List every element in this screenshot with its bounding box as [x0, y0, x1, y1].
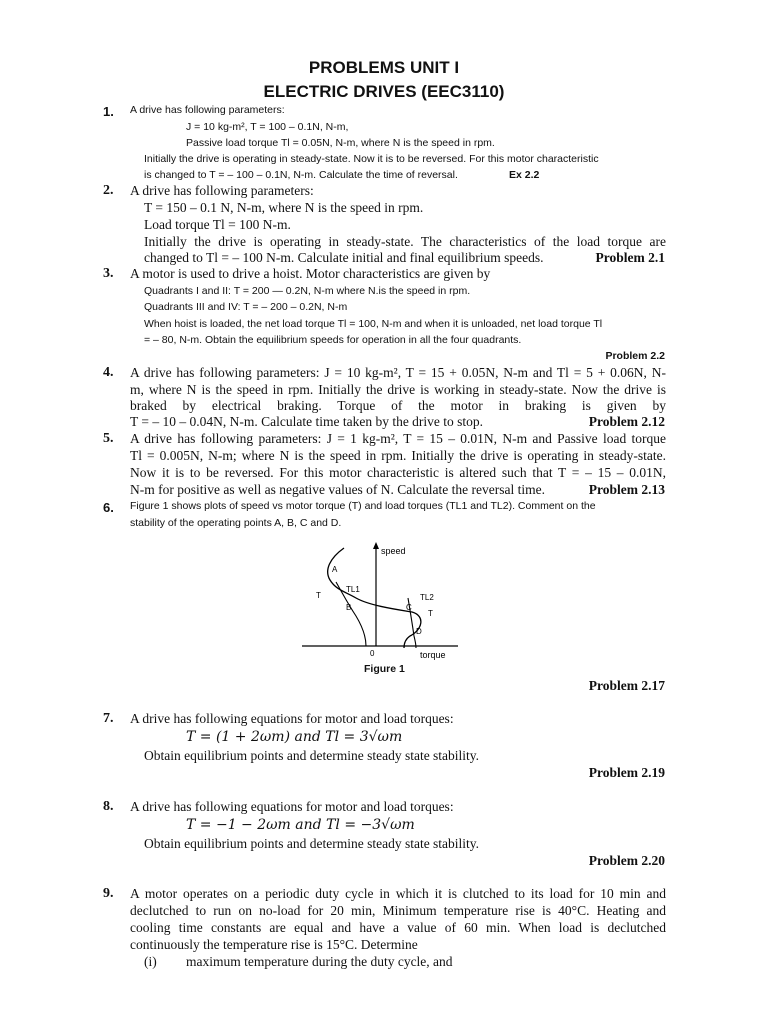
problem-9-line4: continuously the temperature rise is 15°C. Determine: [130, 937, 418, 952]
problem-1-ref: Ex 2.2: [509, 169, 540, 181]
problem-2-intro: A drive has following parameters:: [130, 183, 314, 198]
problem-2-line4: Initially the drive is operating in steady-state. The characteristics of the load torque are: [144, 234, 666, 249]
point-c-label: C: [406, 603, 412, 612]
problem-6-number: 6.: [103, 500, 114, 515]
point-d-label: D: [416, 627, 422, 636]
problem-1-number: 1.: [103, 104, 114, 119]
torque-axis-label: torque: [420, 650, 446, 660]
problem-2-number: 2.: [103, 183, 114, 198]
problem-9-sub-i-number: (i): [144, 954, 157, 969]
problem-4-line2: m, where N is the speed in rpm. Initially the drive is working in steady-state. Now the drive is: [130, 382, 666, 397]
curve-tl1-label: TL1: [346, 585, 360, 594]
problem-9-number: 9.: [103, 886, 114, 901]
problem-2-ref: Problem 2.1: [595, 250, 665, 265]
problem-6-line1: Figure 1 shows plots of speed vs motor torque (T) and load torques (TL1 and TL2). Comment on the: [130, 500, 596, 512]
problem-1-line3: Passive load torque Tl = 0.05N, N-m, where N is the speed in rpm.: [186, 137, 495, 149]
origin-label: 0: [370, 649, 375, 658]
problem-4-line1: A drive has following parameters: J = 10 kg-m², T = 15 + 0.05N, N-m and Tl = 5 + 0.06N, N-: [130, 365, 666, 380]
problem-3-line3: Quadrants III and IV: T = – 200 – 0.2N, N-m: [144, 301, 348, 313]
motor-torque-curve: [328, 548, 421, 648]
curve-t-right-label: T: [428, 609, 433, 618]
problem-8-line3: Obtain equilibrium points and determine steady state stability.: [144, 836, 480, 851]
problem-5-line3: Now it is to be reversed. For this motor characteristic is altered such that T = – 15 – 0.01N,: [130, 465, 666, 480]
problem-9-line1: A motor operates on a periodic duty cycle in which it is clutched to its load for 10 min and: [130, 886, 666, 901]
problem-4-number: 4.: [103, 365, 114, 380]
problem-5-number: 5.: [103, 431, 114, 446]
problem-1-line4: Initially the drive is operating in steady-state. Now it is to be reversed. For this motor characteristic: [144, 153, 599, 165]
problem-1-intro: A drive has following parameters:: [130, 104, 285, 116]
problem-6-ref: Problem 2.17: [588, 678, 665, 693]
doc-subtitle: ELECTRIC DRIVES (EEC3110): [263, 82, 505, 101]
problem-3-line2: Quadrants I and II: T = 200 — 0.2N, N-m where N.is the speed in rpm.: [144, 285, 471, 297]
doc-title: PROBLEMS UNIT I: [308, 58, 460, 77]
point-a-label: A: [332, 565, 338, 574]
speed-axis-label: speed: [381, 546, 406, 556]
problem-5-line4: N-m for positive as well as negative values of N. Calculate the reversal time.: [130, 482, 545, 497]
problem-8-equation: T = −1 − 2ωm and Tl = −3√ωm: [186, 817, 415, 833]
problem-3-intro: A motor is used to drive a hoist. Motor characteristics are given by: [130, 266, 491, 281]
problem-8-number: 8.: [103, 799, 114, 814]
problem-4-ref: Problem 2.12: [588, 414, 665, 429]
problem-7-line1: A drive has following equations for motor and load torques:: [130, 711, 454, 726]
problem-4-line4: T = – 10 – 0.04N, N-m. Calculate time taken by the drive to stop.: [130, 414, 484, 429]
problem-3-line4: When hoist is loaded, the net load torque Tl = 100, N-m and when it is unloaded, net load torque Tl: [144, 318, 603, 330]
problem-9-sub-i: maximum temperature during the duty cycle, and: [186, 954, 453, 969]
problem-2-line2: T = 150 – 0.1 N, N-m, where N is the speed in rpm.: [144, 200, 424, 215]
problem-9-line2: declutched to run on no-load for 20 min, Minimum temperature rise is 40°C. Heating and: [130, 903, 666, 918]
problem-5-ref: Problem 2.13: [588, 482, 665, 497]
y-axis-arrow: [373, 542, 379, 549]
problem-8-ref: Problem 2.20: [588, 853, 665, 868]
problem-4-line3: braked by electrical braking. Torque of the motor in braking is given by: [130, 398, 666, 413]
point-b-label: B: [346, 603, 352, 612]
problem-1-line5: is changed to T = – 100 – 0.1N, N-m. Calculate the time of reversal.: [144, 169, 458, 181]
problem-8-line1: A drive has following equations for motor and load torques:: [130, 799, 454, 814]
problem-3-line5: = – 80, N-m. Obtain the equilibrium speeds for operation in all the four quadrants.: [144, 334, 522, 346]
problem-2-line3: Load torque Tl = 100 N-m.: [144, 217, 291, 232]
problem-1-line2: J = 10 kg-m², T = 100 – 0.1N, N-m,: [186, 121, 349, 133]
problem-5-line1: A drive has following parameters: J = 1 kg-m², T = 15 – 0.01N, N-m and Passive load torque: [130, 431, 666, 446]
problem-7-line3: Obtain equilibrium points and determine steady state stability.: [144, 748, 480, 763]
problem-7-ref: Problem 2.19: [588, 765, 665, 780]
problem-6-line2: stability of the operating points A, B, C and D.: [130, 517, 342, 529]
figure-1-diagram: [300, 540, 460, 662]
problem-3-ref: Problem 2.2: [605, 350, 665, 362]
problem-3-number: 3.: [103, 266, 114, 281]
curve-t-left-label: T: [316, 591, 321, 600]
curve-tl2-label: TL2: [420, 593, 434, 602]
problem-7-equation: T = (1 + 2ωm) and Tl = 3√ωm: [186, 729, 403, 745]
figure-1-caption: Figure 1: [364, 663, 405, 675]
problem-7-number: 7.: [103, 711, 114, 726]
problem-5-line2: Tl = 0.005N, N-m; where N is the speed in rpm. Initially the drive is operating in steady-state.: [130, 448, 666, 463]
problem-9-line3: cooling time constants are equal and have a value of 60 min. When load is declutched: [130, 920, 666, 935]
problem-2-line5: changed to Tl = – 100 N-m. Calculate initial and final equilibrium speeds.: [144, 250, 544, 265]
